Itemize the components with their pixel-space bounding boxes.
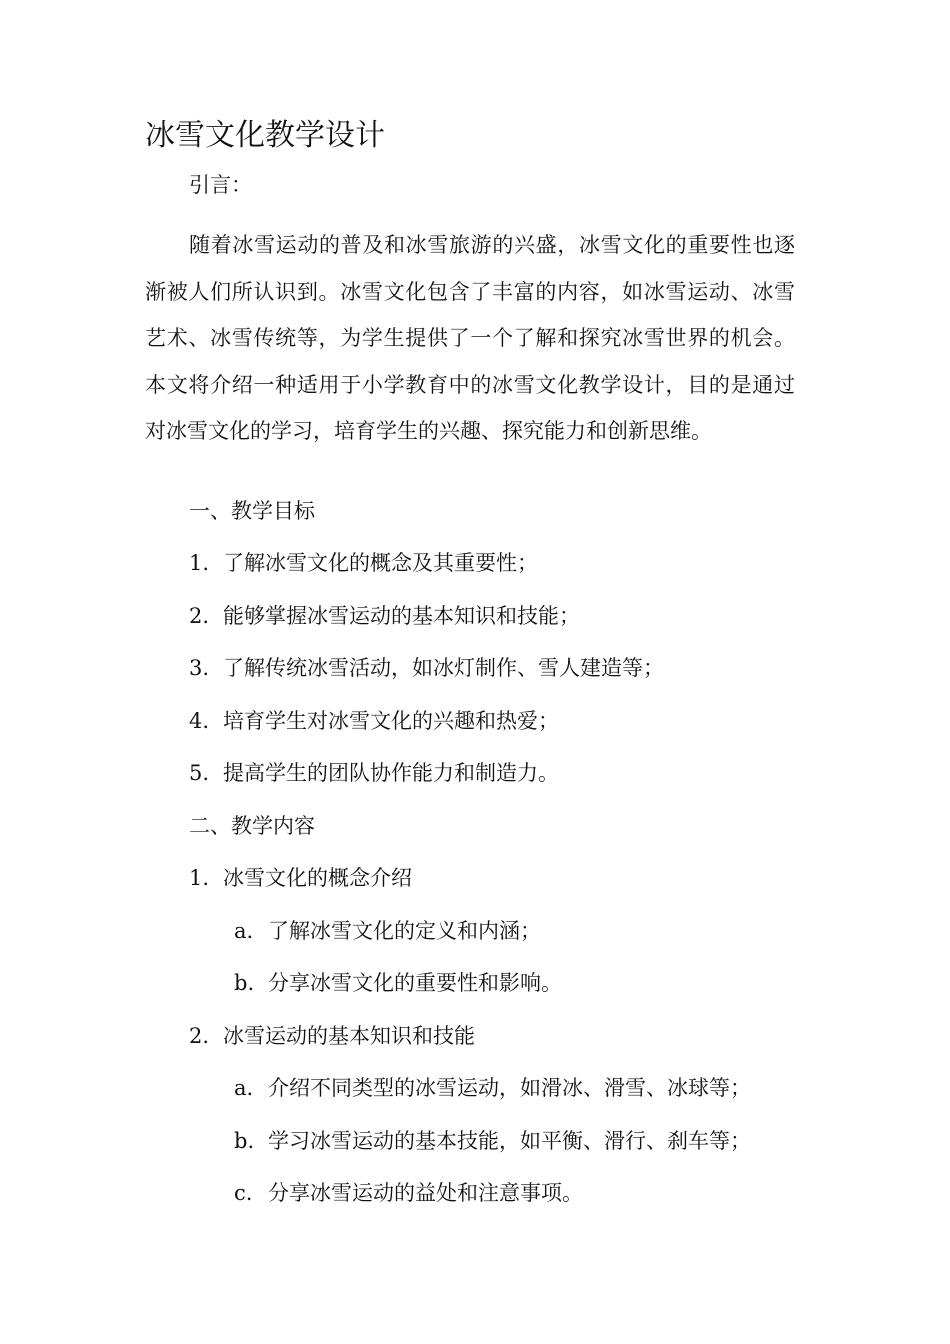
sub-list-letter: a. [234, 919, 254, 943]
sub-list-text: 学习冰雪运动的基本技能，如平衡、滑行、刹车等； [268, 1129, 751, 1153]
section-heading-objectives: 一、教学目标 [189, 499, 315, 523]
sub-list-text: 分享冰雪文化的重要性和影响。 [268, 971, 562, 995]
list-item [189, 863, 412, 893]
list-number: 1. [189, 866, 210, 890]
list-number: 2. [189, 1024, 210, 1048]
sub-list-letter: c. [234, 1181, 253, 1205]
sub-list-item [234, 916, 541, 946]
sub-list-item [234, 1073, 751, 1103]
list-number: 5. [189, 761, 210, 785]
intro-heading: 引言： [189, 173, 252, 197]
sub-list-item [234, 1126, 751, 1156]
list-number: 3. [189, 656, 210, 680]
section-heading-content: 二、教学内容 [189, 814, 315, 838]
list-item [189, 1021, 475, 1051]
list-text: 能够掌握冰雪运动的基本知识和技能； [223, 604, 580, 628]
sub-list-item [234, 968, 562, 998]
list-number: 1. [189, 551, 210, 575]
sub-list-text: 介绍不同类型的冰雪运动，如滑冰、滑雪、冰球等； [268, 1076, 751, 1100]
sub-list-letter: a. [234, 1076, 254, 1100]
sub-list-letter: b. [234, 1129, 255, 1153]
list-item [189, 706, 559, 736]
list-item [189, 758, 559, 788]
list-item [189, 548, 538, 578]
sub-list-text: 分享冰雪运动的益处和注意事项。 [268, 1181, 583, 1205]
list-item [189, 653, 664, 683]
list-number: 2. [189, 604, 210, 628]
page-title: 冰雪文化教学设计 [145, 118, 385, 153]
sub-list-letter: b. [234, 971, 255, 995]
sub-list-text: 了解冰雪文化的定义和内涵； [268, 919, 541, 943]
list-text: 了解传统冰雪活动，如冰灯制作、雪人建造等； [223, 656, 664, 680]
list-text: 提高学生的团队协作能力和制造力。 [223, 761, 559, 785]
list-text: 培育学生对冰雪文化的兴趣和热爱； [223, 709, 559, 733]
list-text: 冰雪文化的概念介绍 [223, 866, 412, 890]
list-number: 4. [189, 709, 210, 733]
sub-list-item [234, 1178, 583, 1208]
list-text: 冰雪运动的基本知识和技能 [223, 1024, 475, 1048]
intro-paragraph: 随着冰雪运动的普及和冰雪旅游的兴盛，冰雪文化的重要性也逐渐被人们所认识到。冰雪文化包含了丰富的内容，如冰雪运动、冰雪艺术、冰雪传统等，为学生提供了一个了解和探究冰雪世界的机会。本文将介绍一种适用于小学教育中的冰雪文化教学设计，目的是通过对冰雪文化的学习，培育学生的兴趣、探究能力和创新思维。 [145, 233, 795, 443]
list-item [189, 601, 580, 631]
list-text: 了解冰雪文化的概念及其重要性； [223, 551, 538, 575]
